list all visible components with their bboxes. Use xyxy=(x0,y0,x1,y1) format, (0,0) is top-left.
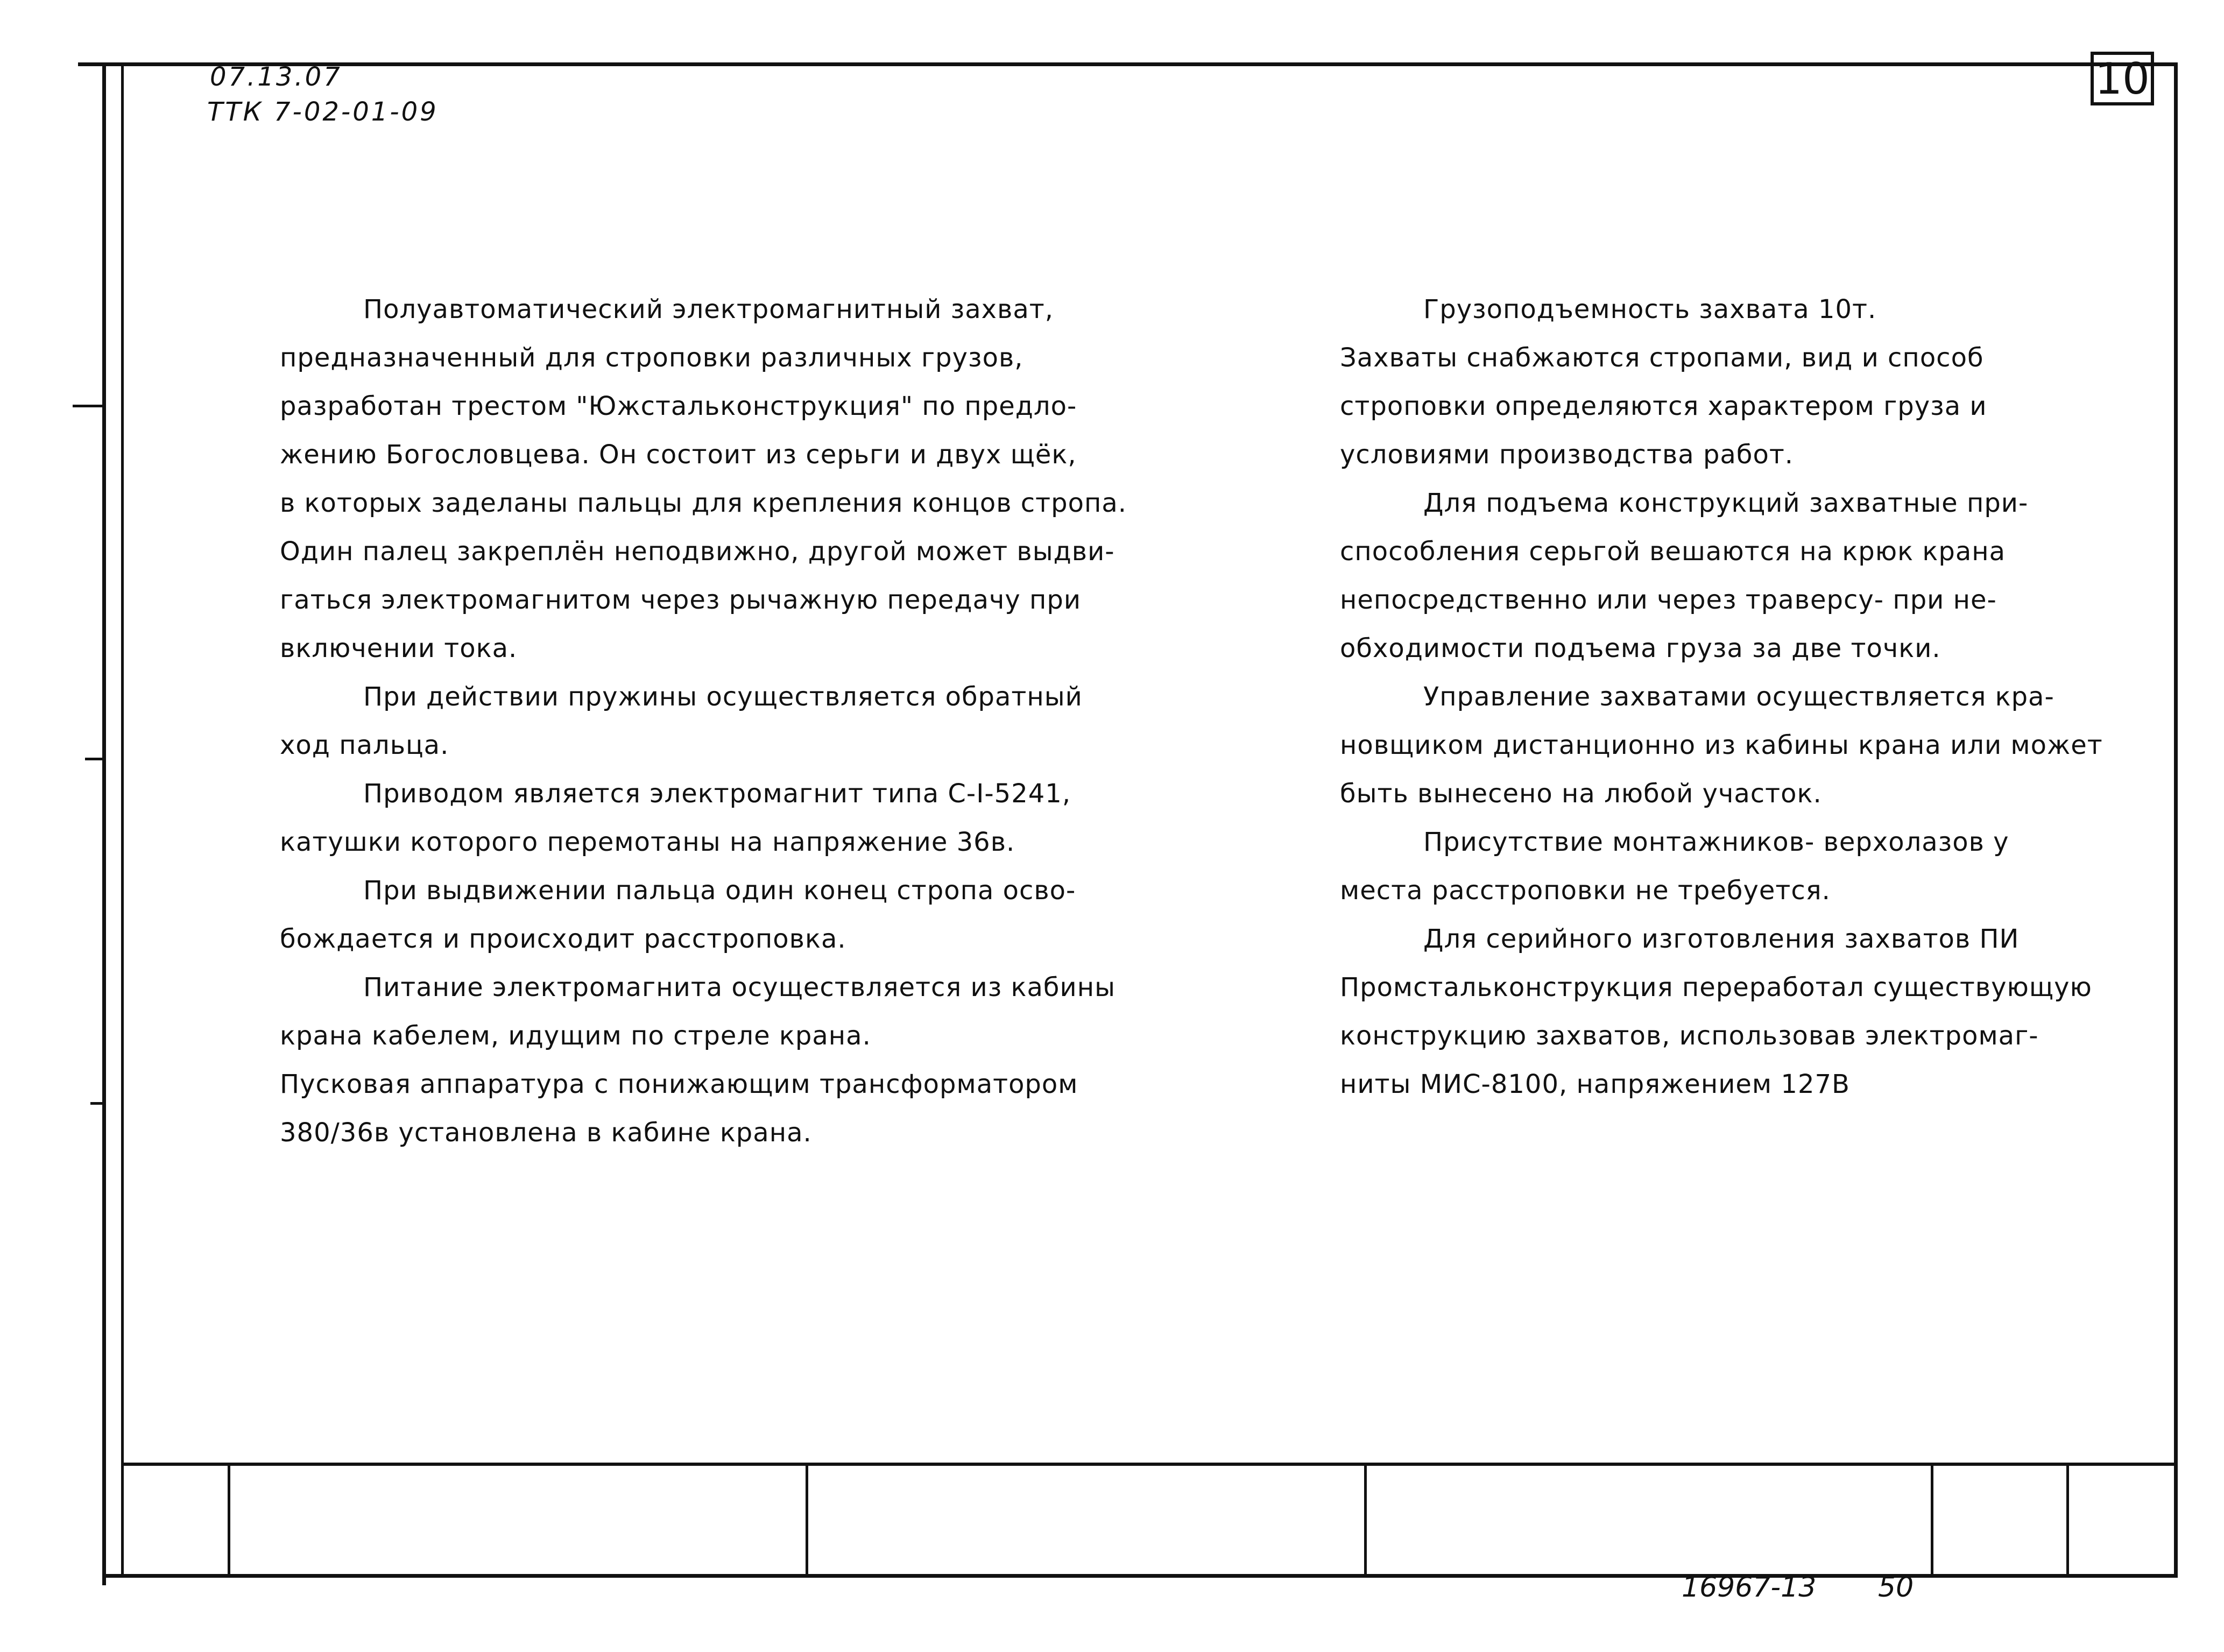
sheet-number: 10 xyxy=(2095,53,2150,104)
text-line: включении тока. xyxy=(280,633,518,663)
title-block-divider-3 xyxy=(1364,1463,1367,1576)
document-date: 07.13.07 xyxy=(210,62,342,92)
text-line: Грузоподъемность захвата 10т. xyxy=(1423,294,1877,324)
title-block-top-line xyxy=(121,1463,2178,1466)
title-block-divider-5 xyxy=(2066,1463,2069,1576)
text-line: Для подъема конструкций захватные при- xyxy=(1423,488,2029,518)
text-line: Для серийного изготовления захватов ПИ xyxy=(1423,924,2020,954)
text-line: ниты МИС-8100, напряжением 127В xyxy=(1340,1069,1850,1099)
text-line: бождается и происходит расстроповка. xyxy=(280,924,846,954)
text-line: предназначенный для строповки различных грузов, xyxy=(280,343,1023,373)
text-line: Один палец закреплён неподвижно, другой может выдви- xyxy=(280,536,1115,567)
text-line: Присутствие монтажников- верхолазов у xyxy=(1423,827,2009,857)
document-code: ТТК 7-02-01-09 xyxy=(207,97,439,127)
text-line: обходимости подъема груза за две точки. xyxy=(1340,633,1941,663)
text-line: крана кабелем, идущим по стреле крана. xyxy=(280,1021,871,1051)
text-line: Пусковая аппаратура с понижающим трансформатором xyxy=(280,1069,1078,1099)
text-line: Приводом является электромагнит типа С-I-5241, xyxy=(363,779,1071,809)
text-line: 380/36в установлена в кабине крана. xyxy=(280,1118,812,1148)
text-line: катушки которого перемотаны на напряжение 36в. xyxy=(280,827,1015,857)
text-line: новщиком дистанционно из кабины крана или может xyxy=(1340,730,2103,760)
page-number: 50 xyxy=(1878,1571,1914,1604)
sheet-number-box xyxy=(2091,52,2154,105)
text-line: разработан трестом "Южстальконструкция" по предло- xyxy=(280,391,1077,421)
margin-tick-1 xyxy=(73,405,105,407)
frame-right-border xyxy=(2174,62,2178,1576)
inventory-number: 16967-13 xyxy=(1682,1571,1817,1604)
left-text-column xyxy=(280,285,1127,1157)
title-block-divider-1 xyxy=(228,1463,230,1576)
text-line: непосредственно или через траверсу- при не- xyxy=(1340,585,1997,615)
text-line: Захваты снабжаются стропами, вид и способ xyxy=(1340,343,1984,373)
text-line: в которых заделаны пальцы для крепления концов стропа. xyxy=(280,488,1127,518)
text-line: ход пальца. xyxy=(280,730,449,760)
text-line: условиями производства работ. xyxy=(1340,440,1794,470)
text-line: жению Богословцева. Он состоит из серьги и двух щёк, xyxy=(280,440,1077,470)
text-line: При действии пружины осуществляется обратный xyxy=(363,682,1083,712)
text-line: Промстальконструкция переработал существующую xyxy=(1340,972,2092,1003)
frame-bottom-border xyxy=(102,1574,2178,1578)
text-line: Управление захватами осуществляется кра- xyxy=(1423,682,2054,712)
text-line: конструкцию захватов, использовав электромаг- xyxy=(1340,1021,2039,1051)
frame-top-border xyxy=(78,62,2177,66)
inner-left-border xyxy=(121,62,124,1576)
frame-left-border xyxy=(102,62,106,1585)
text-line: При выдвижении пальца один конец стропа осво- xyxy=(363,876,1076,906)
title-block-divider-2 xyxy=(806,1463,808,1576)
margin-tick-3 xyxy=(90,1102,105,1105)
margin-tick-2 xyxy=(85,758,105,760)
text-line: Питание электромагнита осуществляется из кабины xyxy=(363,972,1116,1003)
text-line: строповки определяются характером груза и xyxy=(1340,391,1987,421)
text-line: способления серьгой вешаются на крюк крана xyxy=(1340,536,2006,567)
text-line: Полуавтоматический электромагнитный захват, xyxy=(363,294,1054,324)
title-block-divider-4 xyxy=(1931,1463,1933,1576)
text-line: места расстроповки не требуется. xyxy=(1340,876,1831,906)
text-line: быть вынесено на любой участок. xyxy=(1340,779,1822,809)
right-text-column xyxy=(1340,285,2103,1109)
text-line: гаться электромагнитом через рычажную передачу при xyxy=(280,585,1082,615)
